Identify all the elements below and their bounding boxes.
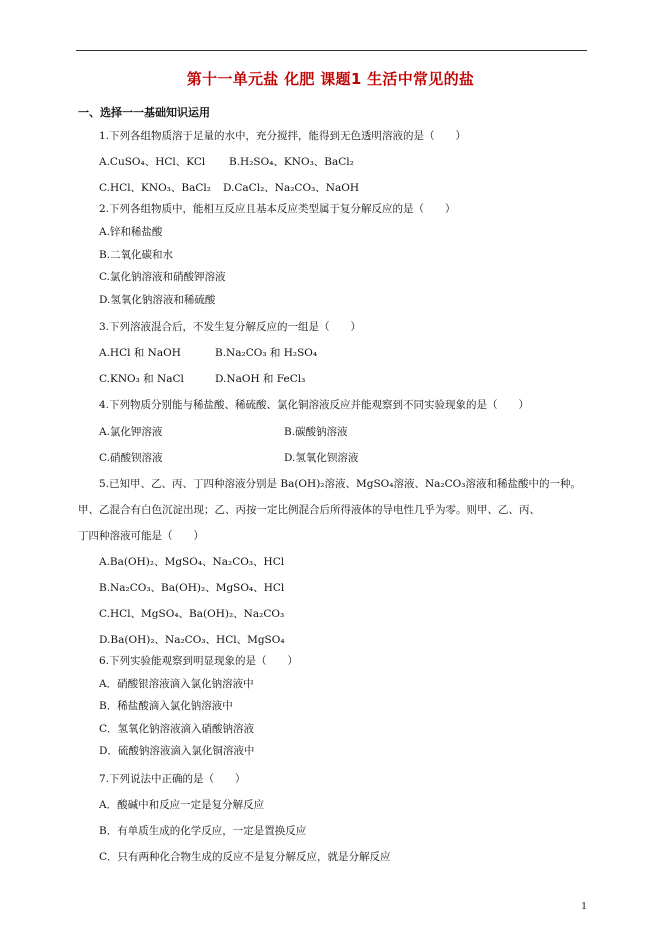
page-number: 1 [581, 902, 587, 912]
q5-option-a: A.Ba(OH)₂、MgSO₄、Na₂CO₃、HCl [99, 556, 285, 568]
q3-option-b: B.Na₂CO₃ 和 H₂SO₄ [215, 347, 318, 359]
q6-option-c: C．氢氧化钠溶液滴入硝酸钠溶液 [99, 723, 255, 735]
q5-option-b: B.Na₂CO₃、Ba(OH)₂、MgSO₄、HCl [99, 582, 285, 594]
q4-option-d: D.氢氧化钡溶液 [284, 452, 359, 464]
page-title: 第十一单元盐 化肥 课题1 生活中常见的盐 [186, 70, 475, 88]
q1-option-b: B.H₂SO₄、KNO₃、BaCl₂ [229, 156, 354, 168]
q7-option-c: C．只有两种化合物生成的反应不是复分解反应，就是分解反应 [99, 851, 391, 863]
q1-option-c: C.HCl、KNO₃、BaCl₂ [99, 182, 211, 194]
question-4-stem: 4.下列物质分别能与稀盐酸、稀硫酸、氯化铜溶液反应并能观察到不同实验现象的是（ ） [99, 399, 530, 411]
question-5-stem-line-2: 甲、乙混合有白色沉淀出现；乙、丙按一定比例混合后所得液体的导电性几乎为零。则甲、乙、丙、 [78, 504, 540, 516]
q2-option-d: D.氢氧化钠溶液和稀硫酸 [99, 294, 216, 306]
q4-option-a: A.氯化钾溶液 [99, 426, 163, 438]
question-5-stem-line-3: 丁四种溶液可能是（ ） [78, 530, 204, 542]
question-7-stem: 7.下列说法中正确的是（ ） [99, 773, 246, 785]
q6-option-d: D．硫酸钠溶液滴入氯化铜溶液中 [99, 745, 255, 757]
question-1-stem: 1.下列各组物质溶于足量的水中，充分搅拌，能得到无色透明溶液的是（ ） [99, 130, 467, 142]
q7-option-a: A．酸碱中和反应一定是复分解反应 [99, 799, 265, 811]
q2-option-c: C.氯化钠溶液和硝酸钾溶液 [99, 271, 226, 283]
q6-option-b: B．稀盐酸滴入氯化钠溶液中 [99, 700, 233, 712]
q1-option-a: A.CuSO₄、HCl、KCl [99, 156, 206, 168]
q4-option-b: B.碳酸钠溶液 [284, 426, 348, 438]
section-heading: 一、选择一一基础知识运用 [78, 106, 210, 119]
q3-option-c: C.KNO₃ 和 NaCl [99, 373, 184, 385]
question-3-stem: 3.下列溶液混合后，不发生复分解反应的一组是（ ） [99, 321, 362, 333]
question-6-stem: 6.下列实验能观察到明显现象的是（ ） [99, 655, 299, 667]
question-5-stem-line-1: 5.已知甲、乙、丙、丁四种溶液分别是 Ba(OH)₂溶液、MgSO₄溶液、Na₂CO₃溶液和稀盐酸中的一种。 [99, 478, 581, 490]
question-2-stem: 2.下列各组物质中，能相互反应且基本反应类型属于复分解反应的是（ ） [99, 203, 456, 215]
q6-option-a: A．硝酸银溶液滴入氯化钠溶液中 [99, 678, 254, 690]
q7-option-b: B．有单质生成的化学反应，一定是置换反应 [99, 825, 307, 837]
q2-option-b: B.二氧化碳和水 [99, 249, 174, 261]
q4-option-c: C.硝酸钡溶液 [99, 452, 163, 464]
q3-option-a: A.HCl 和 NaOH [99, 347, 181, 359]
q1-option-d: D.CaCl₂、Na₂CO₃、NaOH [223, 182, 359, 194]
q5-option-c: C.HCl、MgSO₄、Ba(OH)₂、Na₂CO₃ [99, 608, 285, 620]
header-rule [76, 50, 587, 51]
q2-option-a: A.锌和稀盐酸 [99, 226, 163, 238]
q5-option-d: D.Ba(OH)₂、Na₂CO₃、HCl、MgSO₄ [99, 634, 285, 646]
q3-option-d: D.NaOH 和 FeCl₃ [215, 373, 306, 385]
